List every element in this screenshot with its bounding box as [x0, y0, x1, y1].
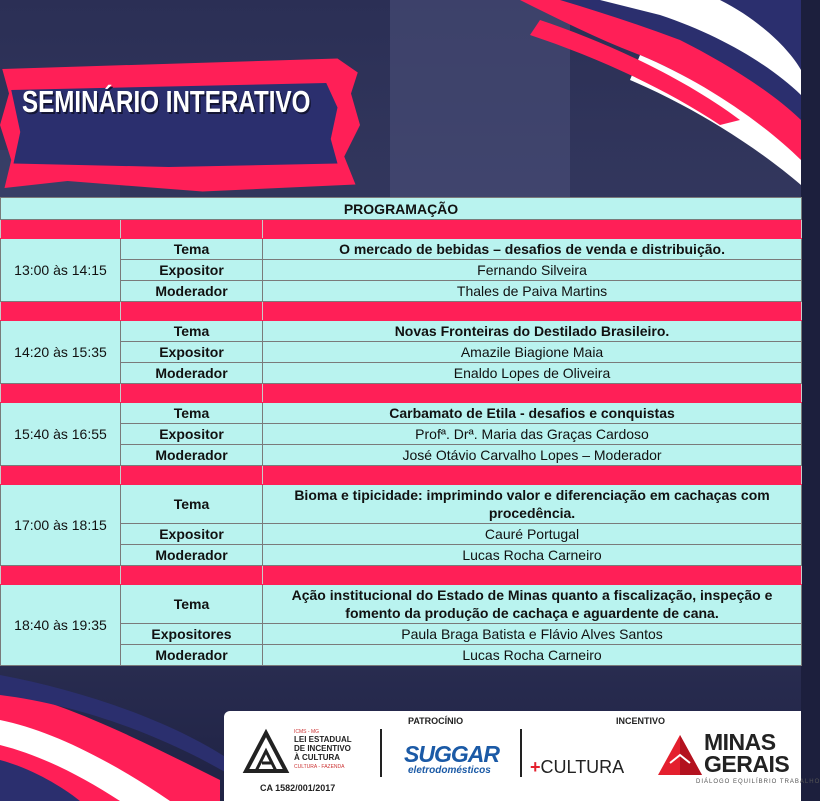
table-row: [1, 424, 802, 445]
row-value: Cauré Portugal: [263, 524, 802, 545]
session-time: 15:40 às 16:55: [1, 403, 121, 466]
row-label: Tema: [121, 239, 263, 260]
table-row: [1, 545, 802, 566]
sponsor-footer: [224, 711, 820, 801]
row-value: Ação institucional do Estado de Minas quanto a fiscalização, inspeção e fomento da produção de cachaça e aguardente de cana.: [263, 585, 802, 624]
row-label: Moderador: [121, 445, 263, 466]
separator-row: [1, 220, 802, 239]
table-row: [1, 485, 802, 524]
mg-line: GERAIS: [704, 751, 790, 777]
lei-line: DE INCENTIVO: [294, 744, 351, 753]
session-time: 18:40 às 19:35: [1, 585, 121, 666]
row-label: Moderador: [121, 363, 263, 384]
suggar-logo: SUGGAR: [404, 741, 499, 767]
lei-incentivo-icon: [242, 727, 290, 779]
program-header-row: [1, 198, 802, 220]
row-value: Lucas Rocha Carneiro: [263, 545, 802, 566]
session-time: 14:20 às 15:35: [1, 321, 121, 384]
divider: [380, 729, 382, 777]
table-row: [1, 445, 802, 466]
row-label: Moderador: [121, 645, 263, 666]
row-value: Thales de Paiva Martins: [263, 281, 802, 302]
table-row: [1, 342, 802, 363]
program-header: PROGRAMAÇÃO: [1, 198, 802, 220]
row-value: Novas Fronteiras do Destilado Brasileiro.: [263, 321, 802, 342]
row-value: Paula Braga Batista e Flávio Alves Santos: [263, 624, 802, 645]
table-row: [1, 403, 802, 424]
cultura-logo: [530, 757, 624, 778]
lei-text: [294, 735, 352, 762]
separator-row: [1, 384, 802, 403]
table-row: [1, 363, 802, 384]
table-row: [1, 321, 802, 342]
separator-row: [1, 566, 802, 585]
row-value: Bioma e tipicidade: imprimindo valor e diferenciação em cachaças com procedência.: [263, 485, 802, 524]
plus-icon: +: [530, 757, 541, 777]
session-time: 13:00 às 14:15: [1, 239, 121, 302]
row-value: Carbamato de Etila - desafios e conquistas: [263, 403, 802, 424]
cultura-text: CULTURA: [540, 757, 625, 777]
row-label: Expositor: [121, 424, 263, 445]
patrocinio-label: PATROCÍNIO: [408, 716, 464, 726]
schedule-table: [0, 197, 801, 675]
row-label: Tema: [121, 321, 263, 342]
suggar-subtitle: eletrodomésticos: [408, 765, 491, 776]
row-value: Fernando Silveira: [263, 260, 802, 281]
row-label: Moderador: [121, 545, 263, 566]
row-value: Lucas Rocha Carneiro: [263, 645, 802, 666]
lei-line: LEI ESTADUAL: [294, 735, 352, 744]
session-time: 17:00 às 18:15: [1, 485, 121, 566]
minas-gerais-logo: [704, 731, 789, 775]
row-label: Expositores: [121, 624, 263, 645]
row-label: Tema: [121, 403, 263, 424]
row-value: José Otávio Carvalho Lopes – Moderador: [263, 445, 802, 466]
table-row: [1, 524, 802, 545]
separator-row: [1, 302, 802, 321]
row-label: Expositor: [121, 524, 263, 545]
table-row: [1, 585, 802, 624]
mg-line: MINAS: [704, 729, 776, 755]
lei-line: À CULTURA: [294, 753, 341, 762]
table-row: [1, 239, 802, 260]
row-label: Expositor: [121, 260, 263, 281]
lei-incentivo-logo: [242, 727, 372, 793]
page-title: SEMINÁRIO INTERATIVO: [22, 84, 311, 119]
table-row: [1, 624, 802, 645]
title-brush-banner: [0, 55, 360, 195]
row-label: Tema: [121, 585, 263, 624]
row-value: O mercado de bebidas – desafios de venda e distribuição.: [263, 239, 802, 260]
incentivo-label: INCENTIVO: [616, 716, 666, 726]
row-label: Tema: [121, 485, 263, 524]
row-label: Moderador: [121, 281, 263, 302]
lei-ca-number: CA 1582/001/2017: [260, 783, 336, 793]
row-value: Profª. Drª. Maria das Graças Cardoso: [263, 424, 802, 445]
row-label: Expositor: [121, 342, 263, 363]
minas-gerais-motto: DIÁLOGO EQUILÍBRIO TRABALHO: [696, 779, 820, 785]
lei-small-bottom: CULTURA - FAZENDA: [294, 764, 345, 770]
table-row: [1, 645, 802, 666]
table-row: [1, 281, 802, 302]
separator-row: [1, 466, 802, 485]
row-value: Amazile Biagione Maia: [263, 342, 802, 363]
lei-small-top: ICMS - MG: [294, 729, 319, 735]
table-row: [1, 260, 802, 281]
row-value: Enaldo Lopes de Oliveira: [263, 363, 802, 384]
minas-gerais-triangle-icon: [656, 733, 704, 777]
divider: [520, 729, 522, 777]
